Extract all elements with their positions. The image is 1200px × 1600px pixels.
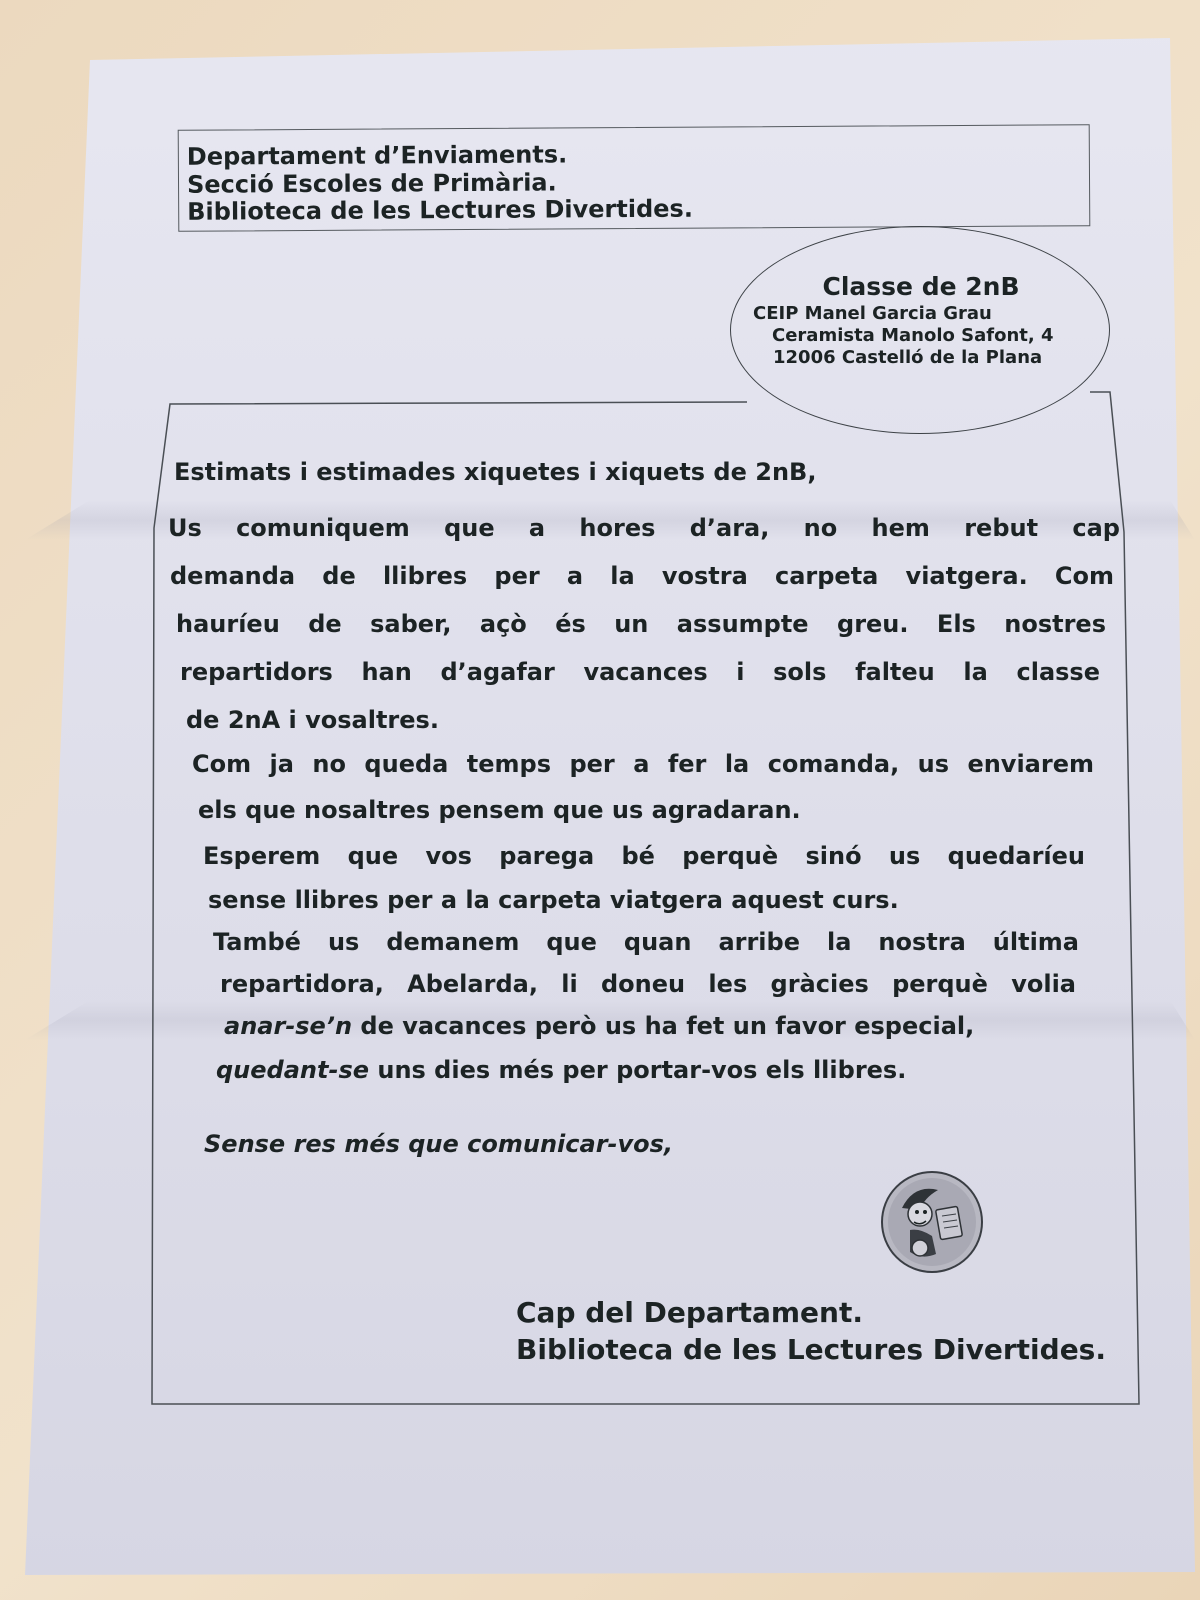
letter-p2-line1: Com ja no queda temps per a fer la comanda, us enviarem	[192, 750, 1094, 778]
signature-library: Biblioteca de les Lectures Divertides.	[516, 1333, 1106, 1366]
recipient-street: Ceramista Manolo Safont, 4	[772, 325, 1054, 346]
italic-word-anar-sen: anar-se’n	[224, 1012, 353, 1040]
library-seal-icon	[880, 1170, 984, 1274]
letter-p4-line3	[224, 1012, 974, 1040]
sender-header-box	[178, 124, 1091, 232]
recipient-city: 12006 Castelló de la Plana	[773, 347, 1043, 368]
letter-p4-line1: També us demanem que quan arribe la nostra última	[213, 928, 1079, 956]
recipient-class: Classe de 2nB	[822, 272, 1020, 301]
signature-title: Cap del Departament.	[516, 1296, 863, 1329]
recipient-school: CEIP Manel Garcia Grau	[753, 303, 992, 324]
letter-p2-line2: els que nosaltres pensem que us agradaran.	[198, 796, 801, 824]
letter-p4-line4	[216, 1056, 906, 1084]
recipient-address-oval	[730, 226, 1110, 434]
p4-line3-rest: de vacances però us ha fet un favor especial,	[352, 1012, 975, 1040]
letter-p1-line5: de 2nA i vosaltres.	[186, 706, 439, 734]
letter-closing: Sense res més que comunicar-vos,	[204, 1130, 674, 1158]
sender-line-library: Biblioteca de les Lectures Divertides.	[187, 194, 693, 226]
letter-p3-line2: sense llibres per a la carpeta viatgera aquest curs.	[208, 886, 899, 914]
letter-p4-line2: repartidora, Abelarda, li doneu les gràcies perquè volia	[220, 970, 1076, 998]
letter-p1-line2: demanda de llibres per a la vostra carpeta viatgera. Com	[170, 562, 1114, 590]
letter-p1-line3: hauríeu de saber, açò és un assumpte greu. Els nostres	[176, 610, 1106, 638]
sender-line-section: Secció Escoles de Primària.	[186, 168, 557, 199]
p4-line4-rest: uns dies més per portar-vos els llibres.	[369, 1056, 907, 1084]
italic-word-quedant-se: quedant-se	[216, 1056, 369, 1084]
letter-p1-line4: repartidors han d’agafar vacances i sols falteu la classe	[180, 658, 1100, 686]
letter-p1-line1: Us comuniquem que a hores d’ara, no hem rebut cap	[168, 514, 1120, 542]
letter-p3-line1: Esperem que vos parega bé perquè sinó us quedaríeu	[203, 842, 1085, 870]
letter-greeting: Estimats i estimades xiquetes i xiquets de 2nB,	[174, 458, 817, 486]
sender-line-department: Departament d’Enviaments.	[186, 140, 568, 171]
